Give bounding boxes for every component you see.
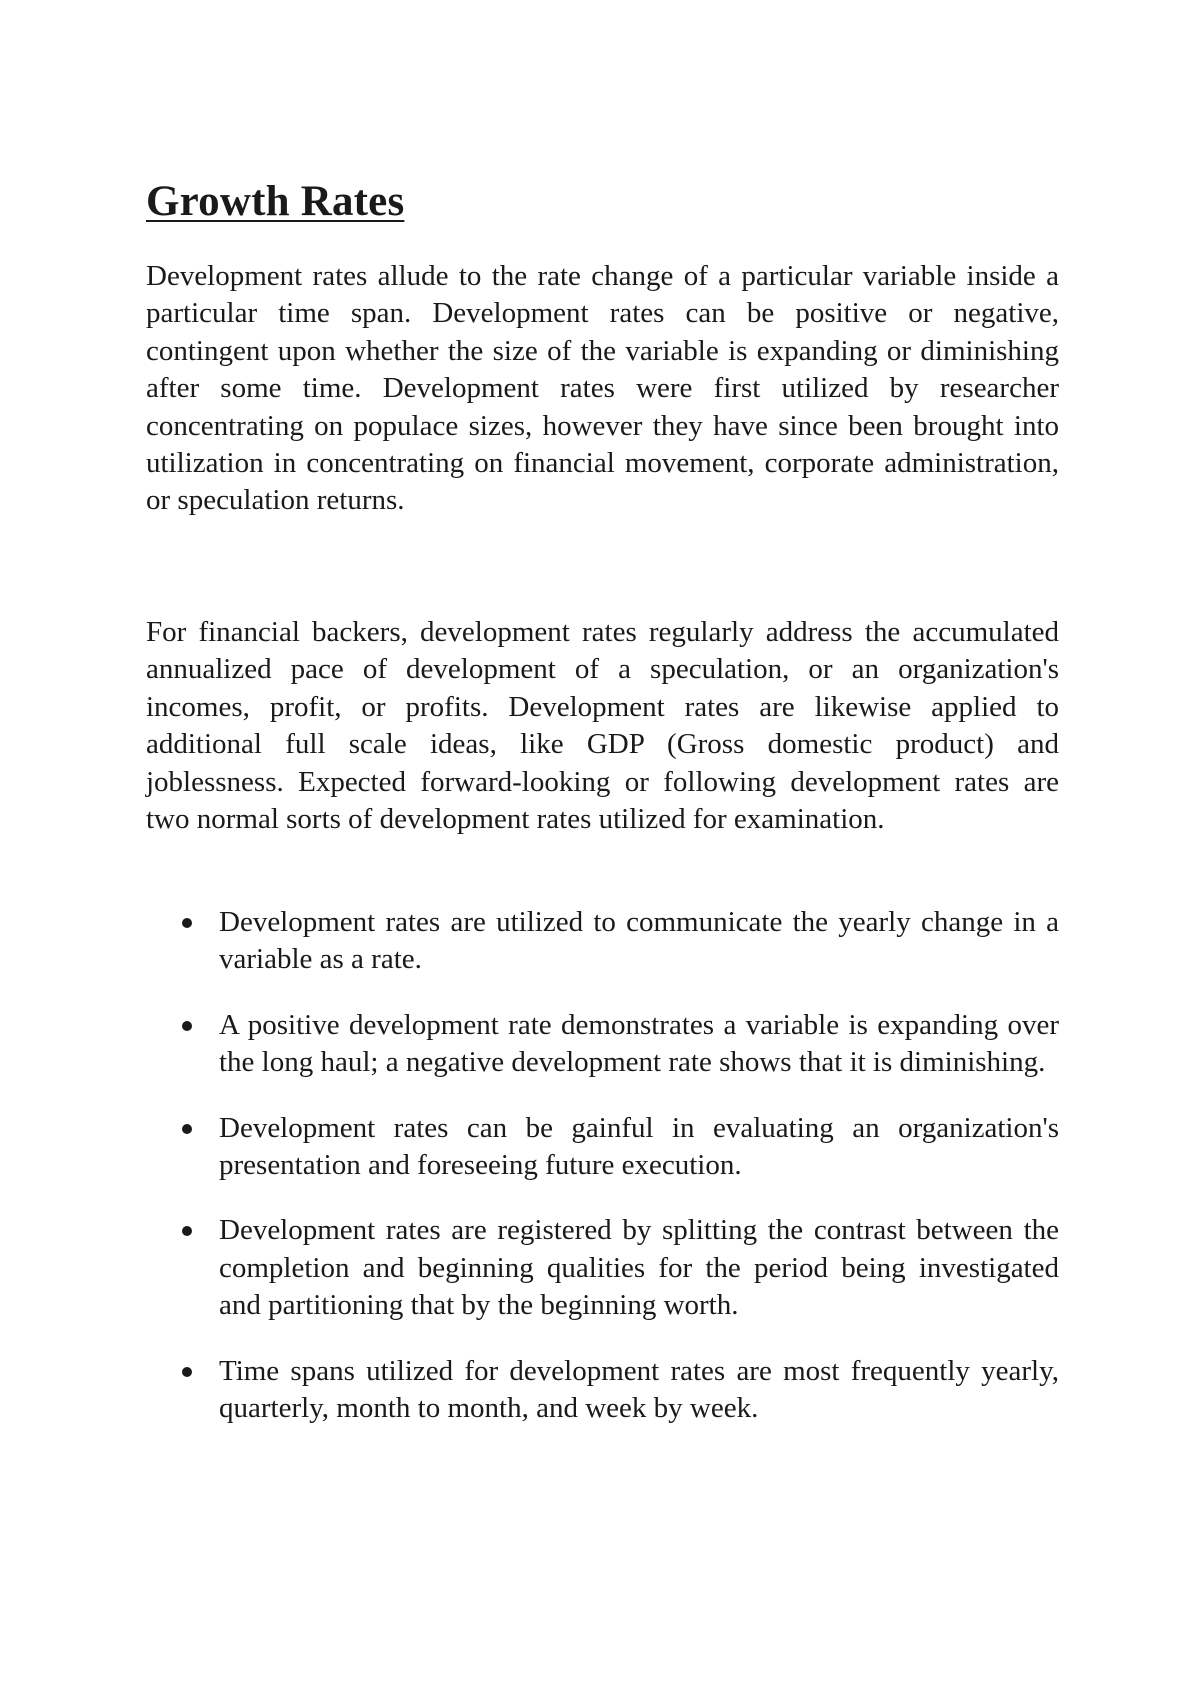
bullet-dot-icon — [182, 1226, 192, 1236]
bullet-item — [146, 1110, 1059, 1185]
bullet-text: Development rates are utilized to communicate the yearly change in a variable as a rate. — [219, 906, 1059, 976]
bullet-text: Development rates can be gainful in evaluating an organization's presentation and foreseeing future execution. — [219, 1111, 1059, 1182]
bullet-text: A positive development rate demonstrates a variable is expanding over the long haul; a negative development rate shows that it is diminishing. — [219, 1008, 1059, 1079]
bullet-dot-icon — [182, 1367, 192, 1377]
page-title: Growth Rates — [146, 178, 405, 225]
paragraph-investors: For financial backers, development rates regularly address the accumulated annualized pace of development of a speculation, or an organization's incomes, profit, or profits. Development rates are likewise applied to additional full scale ideas, like GDP (Gross domestic product) and joblessness. Expected forward-looking or following development rates are two normal sorts of development rates utilized for examination. — [146, 616, 1059, 836]
bullet-dot-icon — [182, 1124, 192, 1134]
bullet-item — [146, 904, 1059, 979]
bullet-dot-icon — [182, 1021, 192, 1031]
bullet-item — [146, 1212, 1059, 1324]
bullet-list — [146, 904, 1059, 1455]
bullet-item — [146, 1353, 1059, 1428]
bullet-item — [146, 1007, 1059, 1082]
bullet-text: Development rates are registered by splitting the contrast between the completion and beginning qualities for the period being investigated and partitioning that by the beginning worth. — [219, 1214, 1059, 1322]
bullet-text: Time spans utilized for development rates are most frequently yearly, quarterly, month to month, and week by week. — [219, 1354, 1059, 1425]
paragraph-intro: Development rates allude to the rate change of a particular variable inside a particular time span. Development rates can be positive or negative, contingent upon whether the size of the variable is expanding or diminishing after some time. Development rates were first utilized by researcher concentrating on populace sizes, however they have since been brought into utilization in concentrating on financial movement, corporate administration, or speculation returns. — [146, 260, 1059, 517]
bullet-dot-icon — [182, 918, 192, 928]
